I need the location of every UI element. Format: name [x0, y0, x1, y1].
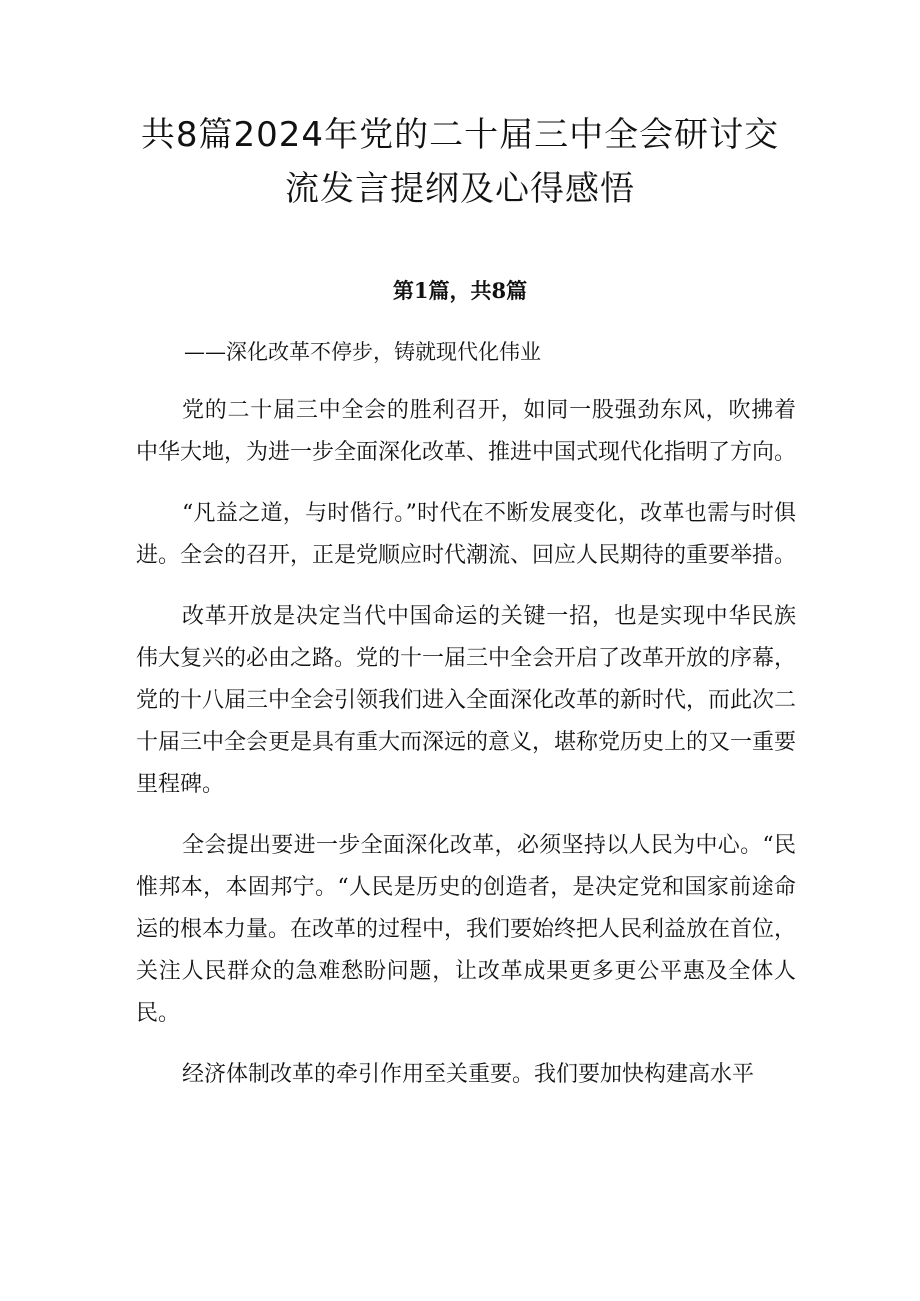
- part-label: 第1篇，共8篇: [392, 278, 528, 303]
- body-text: [136, 390, 796, 1115]
- title-line-2: 流发言提纲及心得感悟: [285, 169, 635, 209]
- title-line-1: 共8篇2024年党的二十届三中全会研讨交: [140, 115, 780, 155]
- paragraph: 党的二十届三中全会的胜利召开，如同一股强劲东风，吹拂着中华大地，为进一步全面深化改革、推进中国式现代化指明了方向。: [136, 398, 797, 465]
- paragraph: 改革开放是决定当代中国命运的关键一招，也是实现中华民族伟大复兴的必由之路。党的十一届三中全会开启了改革开放的序幕，党的十八届三中全会引领我们进入全面深化改革的新时代，而此次二十届三中全会更是具有重大而深远的意义，堪称党历史上的又一重要里程碑。: [136, 604, 797, 797]
- section-subtitle: ——深化改革不停步，铸就现代化伟业: [184, 340, 541, 364]
- paragraph: “凡益之道，与时偕行。”时代在不断发展变化，改革也需与时俱进。全会的召开，正是党顺应时代潮流、回应人民期待的重要举措。: [136, 501, 797, 568]
- paragraph: 全会提出要进一步全面深化改革，必须坚持以人民为中心。“民惟邦本，本固邦宁。“人民是历史的创造者，是决定党和国家前途命运的根本力量。在改革的过程中，我们要始终把人民利益放在首位，关注人民群众的急难愁盼问题，让改革成果更多更公平惠及全体人民。: [136, 833, 797, 1026]
- paragraph: 经济体制改革的牵引作用至关重要。我们要加快构建高水平: [182, 1062, 755, 1087]
- document-title: [120, 108, 800, 216]
